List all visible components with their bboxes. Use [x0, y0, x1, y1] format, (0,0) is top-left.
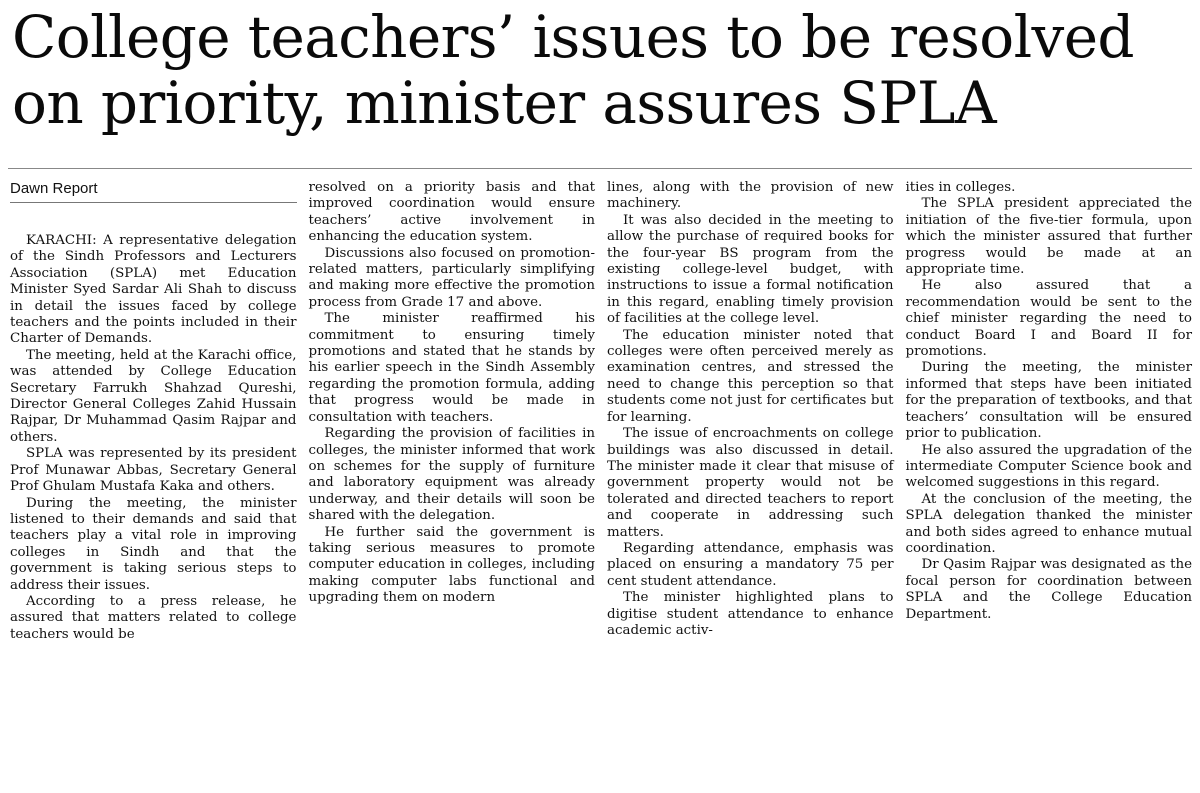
- article-paragraph: resolved on a priority basis and that improved coordination would ensure teachers’ active involvement in enhancing the education system.: [308, 180, 595, 245]
- article-paragraph: The minister highlighted plans to digitise student attendance to enhance academic activ-: [607, 590, 894, 638]
- article-paragraph: KARACHI: A representative delegation of the Sindh Professors and Lecturers Association (SPLA) met Education Minister Syed Sardar Ali Shah to discuss in detail the issues faced by college teachers and the points included in their Charter of Demands.: [10, 233, 297, 347]
- article-paragraph: He further said the government is taking serious measures to promote computer education in colleges, including making computer labs functional and upgrading them on modern: [308, 524, 595, 606]
- article-paragraph: He also assured the upgradation of the intermediate Computer Science book and welcomed suggestions in this regard.: [905, 442, 1192, 491]
- article-paragraph: The SPLA president appreciated the initiation of the five-tier formula, upon which the minister assured that further progress would be made at an appropriate time.: [905, 196, 1192, 278]
- article-paragraph: The education minister noted that colleges were often perceived merely as examination centres, and stressed the need to change this perception so that students come not just for certificates but for learning.: [607, 327, 894, 425]
- article-paragraph: ities in colleges.: [905, 180, 1016, 195]
- article-paragraph: Discussions also focused on promotion-related matters, particularly simplifying and making more effective the promotion process from Grade 17 and above.: [308, 245, 595, 310]
- article-paragraph: During the meeting, the minister informed that steps have been initiated for the preparation of textbooks, and that teachers’ consultation will be ensured prior to publication.: [905, 360, 1192, 442]
- article-paragraph: During the meeting, the minister listened to their demands and said that teachers play a vital role in improving colleges in Sindh and that the government is taking serious steps to address their issues.: [10, 495, 297, 593]
- article-paragraph: The meeting, held at the Karachi office, was attended by College Education Secretary Farrukh Shahzad Qureshi, Director General Colleges Zahid Hussain Rajpar, Dr Muhammad Qasim Rajpar and others.: [10, 347, 297, 445]
- headline-divider: [8, 168, 1192, 169]
- article-headline: College teachers’ issues to be resolved on priority, minister assures SPLA: [12, 3, 1134, 137]
- article-paragraph: He also assured that a recommendation would be sent to the chief minister regarding the need to conduct Board I and Board II for promotions.: [905, 278, 1192, 360]
- article-body: [10, 180, 1192, 790]
- article-paragraph: lines, along with the provision of new machinery.: [607, 180, 894, 212]
- article-paragraph: Regarding attendance, emphasis was placed on ensuring a mandatory 75 per cent student attendance.: [607, 540, 894, 589]
- article-paragraph: The minister reaffirmed his commitment to ensuring timely promotions and stated that he stands by his earlier speech in the Sindh Assembly regarding the promotion formula, adding that progress would be made in consultation with teachers.: [308, 311, 595, 425]
- article-paragraph: SPLA was represented by its president Prof Munawar Abbas, Secretary General Prof Ghulam Mustafa Kaka and others.: [10, 446, 297, 495]
- article-column-2: [309, 180, 596, 790]
- byline: Dawn Report: [10, 180, 297, 203]
- article-column-4: [906, 180, 1193, 790]
- article-column-3: [607, 180, 894, 790]
- article-paragraph: Regarding the provision of facilities in colleges, the minister informed that work on schemes for the supply of furniture and laboratory equipment was already underway, and their details will soon be shared with the delegation.: [308, 426, 595, 524]
- article-paragraph: According to a press release, he assured that matters related to college teachers would be: [10, 593, 297, 642]
- article-paragraph: At the conclusion of the meeting, the SPLA delegation thanked the minister and both sides agreed to enhance mutual coordination.: [905, 491, 1192, 556]
- article-paragraph: It was also decided in the meeting to allow the purchase of required books for the four-year BS program from the existing college-level budget, with instructions to issue a formal notification in this regard, enabling timely provision of facilities at the college level.: [607, 212, 894, 327]
- article-paragraph: Dr Qasim Rajpar was designated as the focal person for coordination between SPLA and the College Education Department.: [905, 557, 1192, 622]
- article-paragraph: The issue of encroachments on college buildings was also discussed in detail. The minister made it clear that misuse of government property would not be tolerated and directed teachers to report and cooperate in addressing such matters.: [607, 426, 894, 540]
- article-column-1: [10, 180, 297, 790]
